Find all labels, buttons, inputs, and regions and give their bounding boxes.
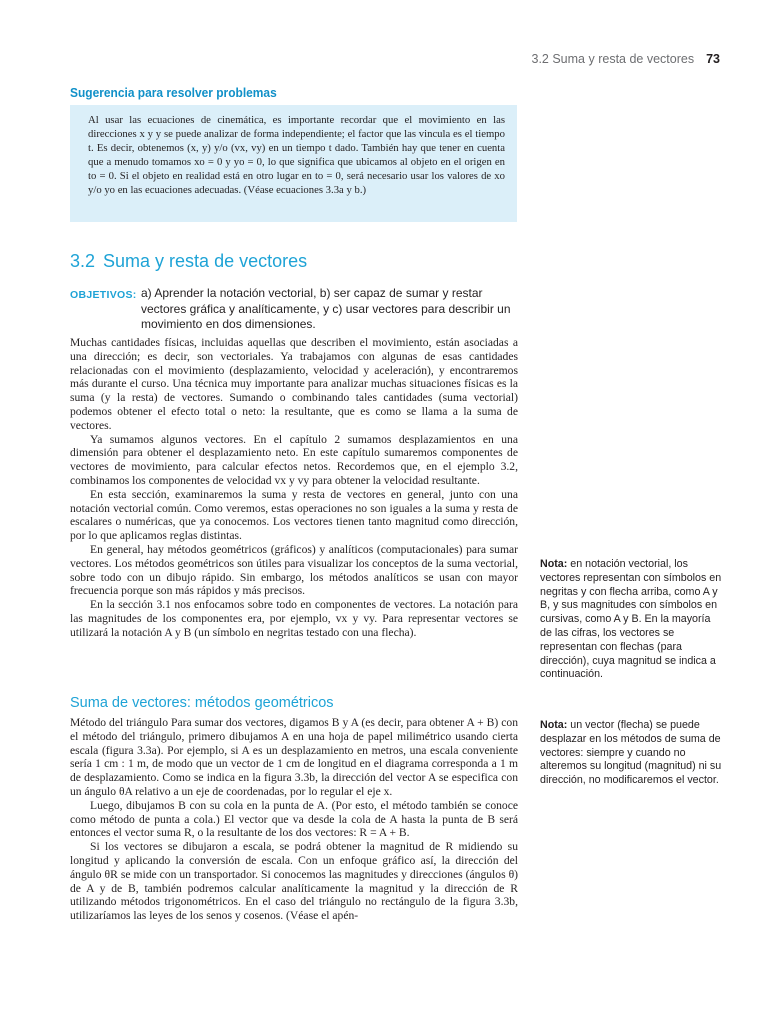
note-2-text: un vector (flecha) se puede desplazar en los métodos de suma de vectores: siempre y cuando no alteremos su longitud (magnitud) ni su dirección, no modificaremos el vector.	[540, 719, 722, 787]
section-title	[70, 251, 307, 272]
intro-paragraph-2: Ya sumamos algunos vectores. En el capítulo 2 sumamos desplazamientos en una dimensión para obtener el desplazamiento neto. En este capítulo sumaremos componentes de vectores de movimiento, para calcular efectos netos. Recordemos que, en el ejemplo 3.2, combinamos los componentes de velocidad vx y vy para obtener la velocidad resultante.	[70, 432, 518, 487]
tip-box	[70, 105, 517, 222]
section-number: 3.2	[70, 251, 96, 271]
note-1-label: Nota:	[540, 558, 568, 570]
intro-paragraph-3: En esta sección, examinaremos la suma y resta de vectores en general, junto con una notación vectorial común. Como veremos, estas operaciones no son iguales a la suma y resta de escalares o numéricas, que ya conocemos. Los vectores tienen tanto magnitud como dirección, por lo que aplicamos reglas distintas.	[70, 487, 518, 543]
subsection-title: Suma de vectores: métodos geométricos	[70, 695, 334, 711]
note-2-label: Nota:	[540, 719, 568, 731]
note-1-text: en notación vectorial, los vectores representan con símbolos en negritas y con flecha arriba, como A y B, y sus magnitudes con símbolos en cursivas, como A y B. En la mayoría de las cifras, los vectores se representan con flechas (para dirección), cuya magnitud se indica a continuación.	[540, 558, 722, 681]
intro-paragraph-4: En general, hay métodos geométricos (gráficos) y analíticos (computacionales) para sumar vectores. Los métodos geométricos son útiles para visualizar los conceptos de la suma vectorial, sobre todo con un dibujo rápido. Sin embargo, los métodos analíticos se usan con mayor frecuencia porque son más rápidos y más precisos.	[70, 542, 518, 598]
triangle-paragraph-1: Método del triángulo Para sumar dos vectores, digamos B y A (es decir, para obtener A + B) con el método del triángulo, primero dibujamos A en una hoja de papel milimétrico usando cierta escala (figura 3.3a). Por ejemplo, si A es un desplazamiento en metros, una escala conveniente sería 1 cm : 1 m, de modo que un vector de 1 cm de longitud en el diagrama corresponda a 1 m de desplazamiento. Como se indica en la figura 3.3b, la dirección del vector A se especifica con un ángulo θA relativo a un eje de coordenadas, por lo regular el eje x.	[70, 716, 518, 798]
tip-title: Sugerencia para resolver problemas	[70, 85, 277, 100]
margin-note-2	[540, 719, 724, 788]
triangle-paragraph-3: Si los vectores se dibujaron a escala, se podrá obtener la magnitud de R midiendo su longitud y aplicando la conversión de escala. Con un enfoque gráfico así, la dirección del ángulo θR se mide con un transportador. Si conocemos las magnitudes y direcciones (ángulos θ) de A y de B, también podremos calcular analíticamente la magnitud y la dirección de R utilizando métodos trigonométricos. En el caso del triángulo no rectángulo de la figura 3.3b, utilizaríamos las leyes de los senos y cosenos. (Véase el apén-	[70, 840, 518, 923]
intro-body	[70, 336, 518, 640]
objectives-label: OBJETIVOS:	[70, 289, 137, 301]
intro-paragraph-5: En la sección 3.1 nos enfocamos sobre todo en componentes de vectores. La notación para las magnitudes de los componentes era, por ejemplo, vx y vy. Para representar vectores se utilizará la notación A y B (un símbolo en negritas testado con una flecha).	[70, 598, 518, 639]
margin-note-1	[540, 558, 724, 682]
section-title-text: Suma y resta de vectores	[103, 251, 308, 271]
tip-text: Al usar las ecuaciones de cinemática, es importante recordar que el movimiento en las direcciones x y y se puede analizar de forma independiente; el factor que las vincula es el tiempo t. Es decir, obtenemos (x, y) y/o (vx, vy) en un tiempo t dado. También hay que tener en cuenta que a menudo tomamos xo = 0 y yo = 0, lo que significa que ubicamos al objeto en el origen en to = 0. Si el objeto en realidad está en otro lugar en to = 0, será necesario usar los valores de xo y/o yo en las ecuaciones adecuadas. (Véase ecuaciones 3.3a y b.)	[88, 114, 505, 197]
page-number: 73	[706, 52, 720, 66]
running-head-section: 3.2 Suma y resta de vectores	[531, 52, 695, 66]
running-head	[532, 52, 721, 66]
triangle-method-body	[70, 716, 518, 923]
intro-paragraph-1: Muchas cantidades físicas, incluidas aquellas que describen el movimiento, están asociadas a una dirección; es decir, son vectoriales. Ya trabajamos con algunas de esas cantidades relacionadas con el movimiento (desplazamiento, velocidad y aceleración), y encontraremos más durante el curso. Una técnica muy importante para analizar muchas situaciones físicas es la suma (y la resta) de vectores. Sumando o combinando tales cantidades (suma vectorial) podemos obtener el efecto total o neto: la resultante, que es como se llama a la suma de vectores.	[70, 336, 518, 432]
triangle-paragraph-2: Luego, dibujamos B con su cola en la punta de A. (Por esto, el método también se conoce como método de punta a cola.) El vector que va desde la cola de A hasta la punta de B será entonces el vector suma R, o la resultante de los dos vectores: R = A + B.	[70, 798, 518, 840]
objectives-text: a) Aprender la notación vectorial, b) ser capaz de sumar y restar vectores gráfica y analíticamente, y c) usar vectores para describir un movimiento en dos dimensiones.	[141, 286, 511, 331]
